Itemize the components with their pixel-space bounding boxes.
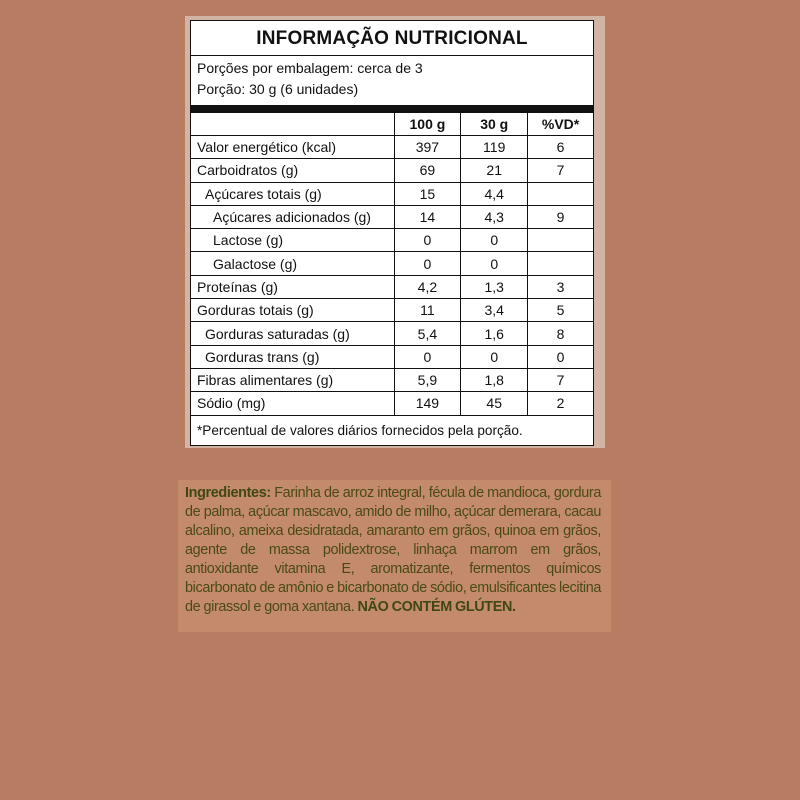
- serving-size: Porção: 30 g (6 unidades): [197, 81, 359, 97]
- table-row: [191, 252, 593, 275]
- value-vd: 7: [528, 159, 593, 182]
- value-100g: 15: [394, 182, 461, 205]
- value-100g: 4,2: [394, 275, 461, 298]
- table-row: [191, 299, 593, 322]
- table-row: [191, 205, 593, 228]
- value-30g: 21: [461, 159, 528, 182]
- column-header-100g: 100 g: [394, 113, 461, 136]
- value-vd: 8: [528, 322, 593, 345]
- table-row: [191, 136, 593, 159]
- value-30g: 0: [461, 229, 528, 252]
- nutrient-name: Açúcares adicionados (g): [191, 205, 394, 228]
- value-vd: 5: [528, 299, 593, 322]
- nutrition-table: [191, 113, 593, 416]
- value-30g: 4,4: [461, 182, 528, 205]
- nutrient-name: Açúcares totais (g): [191, 182, 394, 205]
- ingredients-list: Farinha de arroz integral, fécula de mandioca, gordura de palma, açúcar mascavo, amido de milho, açúcar demerara, cacau alcalino, ameixa desidratada, amaranto em grãos, quinoa em grãos, agente de massa polidextrose, linhaça marrom em grãos, antioxidante vitamina E, aromatizante, fermentos químicos bicarbonato de amônio e bicarbonato de sódio, emulsificantes lecitina de girassol e goma xantana.: [185, 485, 601, 615]
- nutrient-name: Proteínas (g): [191, 275, 394, 298]
- value-vd: 9: [528, 205, 593, 228]
- table-row: [191, 229, 593, 252]
- nutrient-name: Gorduras saturadas (g): [191, 322, 394, 345]
- value-30g: 0: [461, 252, 528, 275]
- value-vd: 7: [528, 368, 593, 391]
- value-vd: 2: [528, 392, 593, 415]
- value-30g: 1,8: [461, 368, 528, 391]
- nutrient-name: Carboidratos (g): [191, 159, 394, 182]
- value-vd: [528, 252, 593, 275]
- table-row: [191, 159, 593, 182]
- nutrient-name: Sódio (mg): [191, 392, 394, 415]
- table-row: [191, 275, 593, 298]
- ingredients-paragraph: [185, 484, 601, 617]
- value-30g: 119: [461, 136, 528, 159]
- column-header-30g: 30 g: [461, 113, 528, 136]
- label-title: INFORMAÇÃO NUTRICIONAL: [191, 21, 593, 56]
- table-row: [191, 182, 593, 205]
- thick-divider: [191, 105, 593, 113]
- value-30g: 45: [461, 392, 528, 415]
- value-vd: [528, 229, 593, 252]
- value-100g: 0: [394, 252, 461, 275]
- table-header-row: [191, 113, 593, 136]
- nutrient-name: Gorduras totais (g): [191, 299, 394, 322]
- value-100g: 397: [394, 136, 461, 159]
- nutrient-name: Fibras alimentares (g): [191, 368, 394, 391]
- value-30g: 0: [461, 345, 528, 368]
- value-vd: 6: [528, 136, 593, 159]
- footnote: *Percentual de valores diários fornecidos pela porção.: [197, 422, 523, 438]
- value-100g: 14: [394, 205, 461, 228]
- nutrient-name: Valor energético (kcal): [191, 136, 394, 159]
- value-100g: 5,4: [394, 322, 461, 345]
- value-30g: 4,3: [461, 205, 528, 228]
- column-header-vd: %VD*: [528, 113, 593, 136]
- nutrition-facts-label: [190, 20, 594, 446]
- value-vd: [528, 182, 593, 205]
- column-header-nutrient: [191, 113, 394, 136]
- value-100g: 5,9: [394, 368, 461, 391]
- value-vd: 3: [528, 275, 593, 298]
- value-30g: 3,4: [461, 299, 528, 322]
- servings-per-package: Porções por embalagem: cerca de 3: [197, 60, 423, 76]
- nutrient-name: Lactose (g): [191, 229, 394, 252]
- value-100g: 149: [394, 392, 461, 415]
- table-row: [191, 368, 593, 391]
- gluten-free-warning: NÃO CONTÉM GLÚTEN.: [357, 599, 516, 615]
- ingredients-heading: Ingredientes:: [185, 485, 271, 501]
- value-100g: 69: [394, 159, 461, 182]
- serving-info: [191, 56, 593, 102]
- nutrient-name: Galactose (g): [191, 252, 394, 275]
- value-100g: 11: [394, 299, 461, 322]
- value-30g: 1,3: [461, 275, 528, 298]
- table-row: [191, 392, 593, 415]
- value-100g: 0: [394, 229, 461, 252]
- value-30g: 1,6: [461, 322, 528, 345]
- value-vd: 0: [528, 345, 593, 368]
- table-row: [191, 322, 593, 345]
- nutrient-name: Gorduras trans (g): [191, 345, 394, 368]
- table-row: [191, 345, 593, 368]
- value-100g: 0: [394, 345, 461, 368]
